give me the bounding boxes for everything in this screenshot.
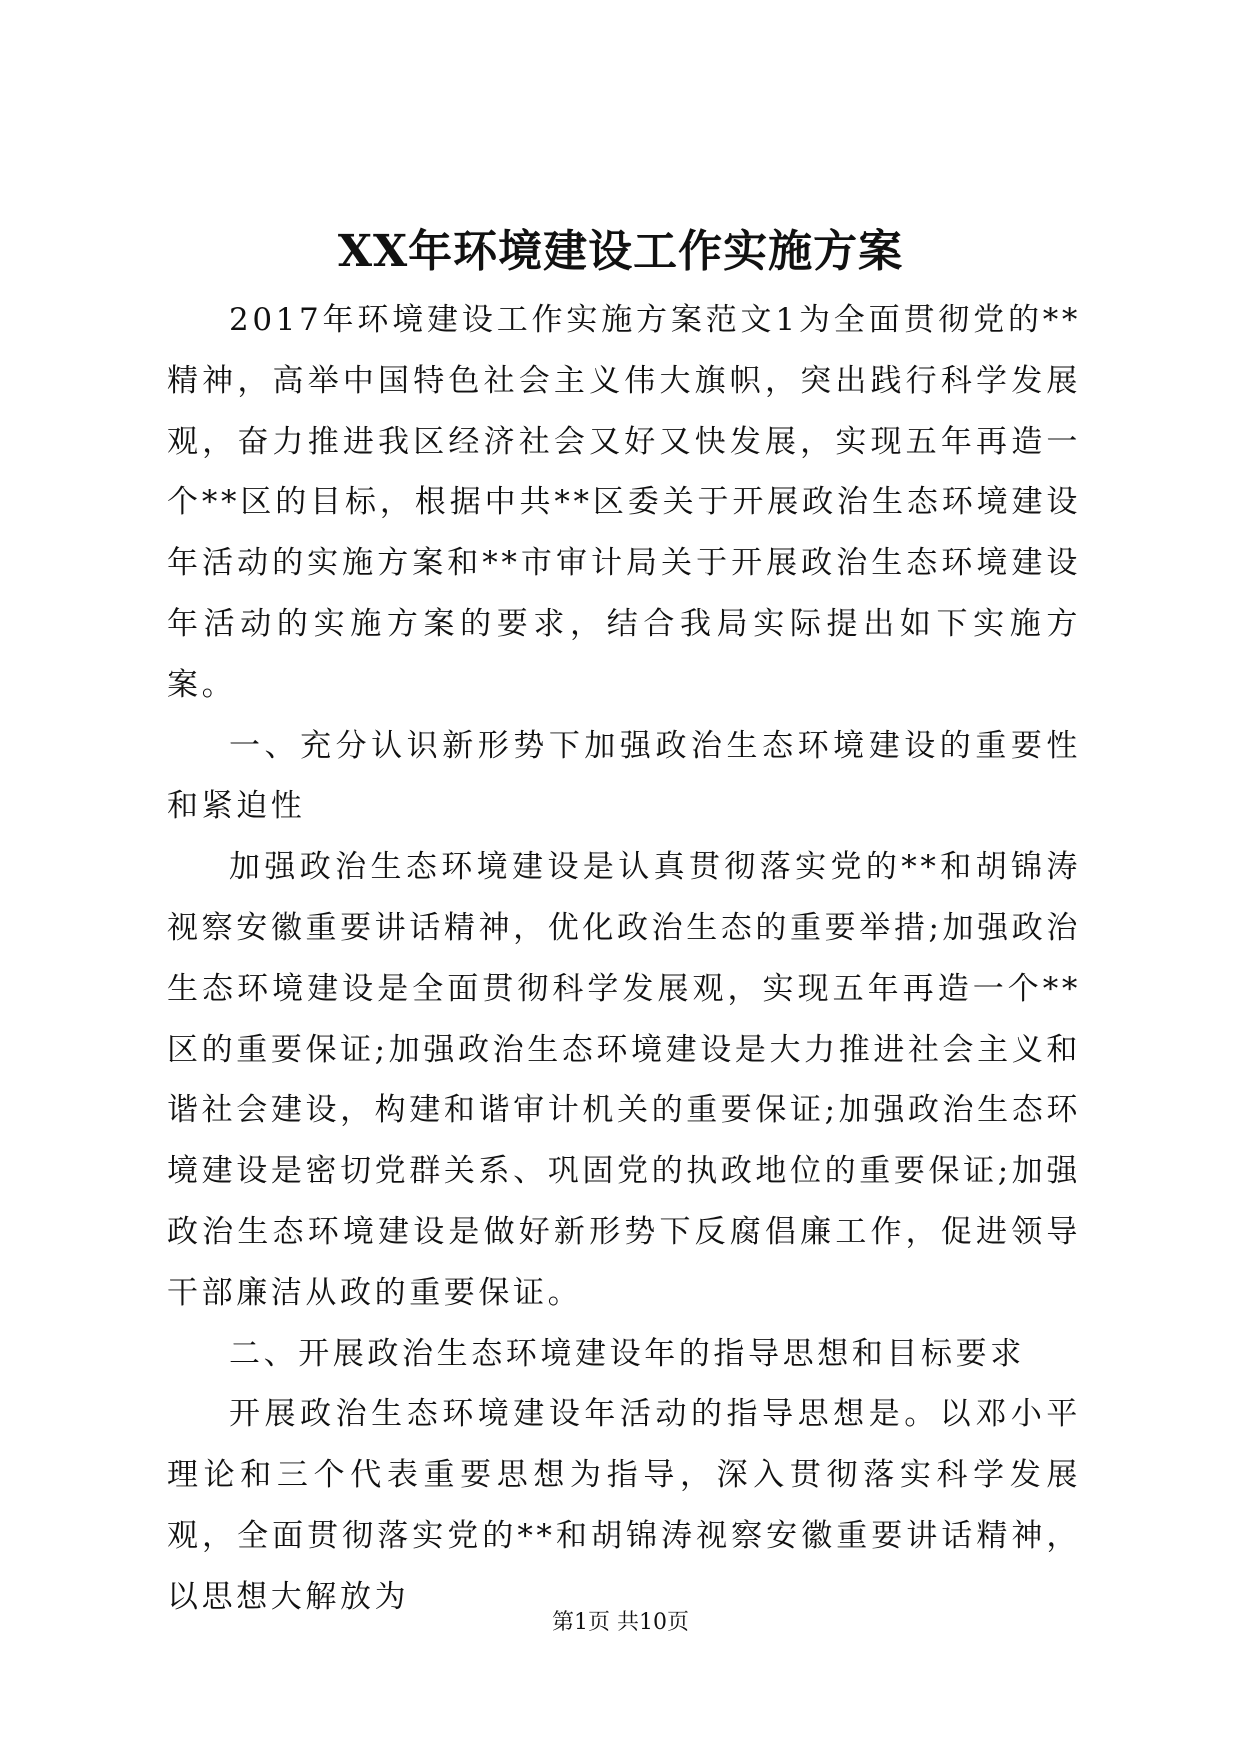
paragraph-section-1: 加强政治生态环境建设是认真贯彻落实党的**和胡锦涛视察安徽重要讲话精神，优化政治生态的重要举措;加强政治生态环境建设是全面贯彻科学发展观，实现五年再造一个**区的重要保证;加强政治生态环境建设是大力推进社会主义和谐社会建设，构建和谐审计机关的重要保证;加强政治生态环境建设是密切党群关系、巩固党的执政地位的重要保证;加强政治生态环境建设是做好新形势下反腐倡廉工作，促进领导干部廉洁从政的重要保证。 xyxy=(167,849,1081,1311)
section-heading-1: 一、充分认识新形势下加强政治生态环境建设的重要性和紧迫性 xyxy=(167,727,1081,825)
document-body xyxy=(167,290,1081,1628)
section-heading-2: 二、开展政治生态环境建设年的指导思想和目标要求 xyxy=(229,1335,1025,1372)
document-title: XX年环境建设工作实施方案 xyxy=(337,226,904,277)
paragraph-intro: 2017年环境建设工作实施方案范文1为全面贯彻党的**精神，高举中国特色社会主义伟大旗帜，突出践行科学发展观，奋力推进我区经济社会又好又快发展，实现五年再造一个**区的目标，根据中共**区委关于开展政治生态环境建设年活动的实施方案和**市审计局关于开展政治生态环境建设年活动的实施方案的要求，结合我局实际提出如下实施方案。 xyxy=(167,302,1081,703)
paragraph-section-2: 开展政治生态环境建设年活动的指导思想是。以邓小平理论和三个代表重要思想为指导，深入贯彻落实科学发展观，全面贯彻落实党的**和胡锦涛视察安徽重要讲话精神，以思想大解放为 xyxy=(167,1396,1081,1615)
page-number-footer: 第1页 共10页 xyxy=(552,1610,689,1635)
